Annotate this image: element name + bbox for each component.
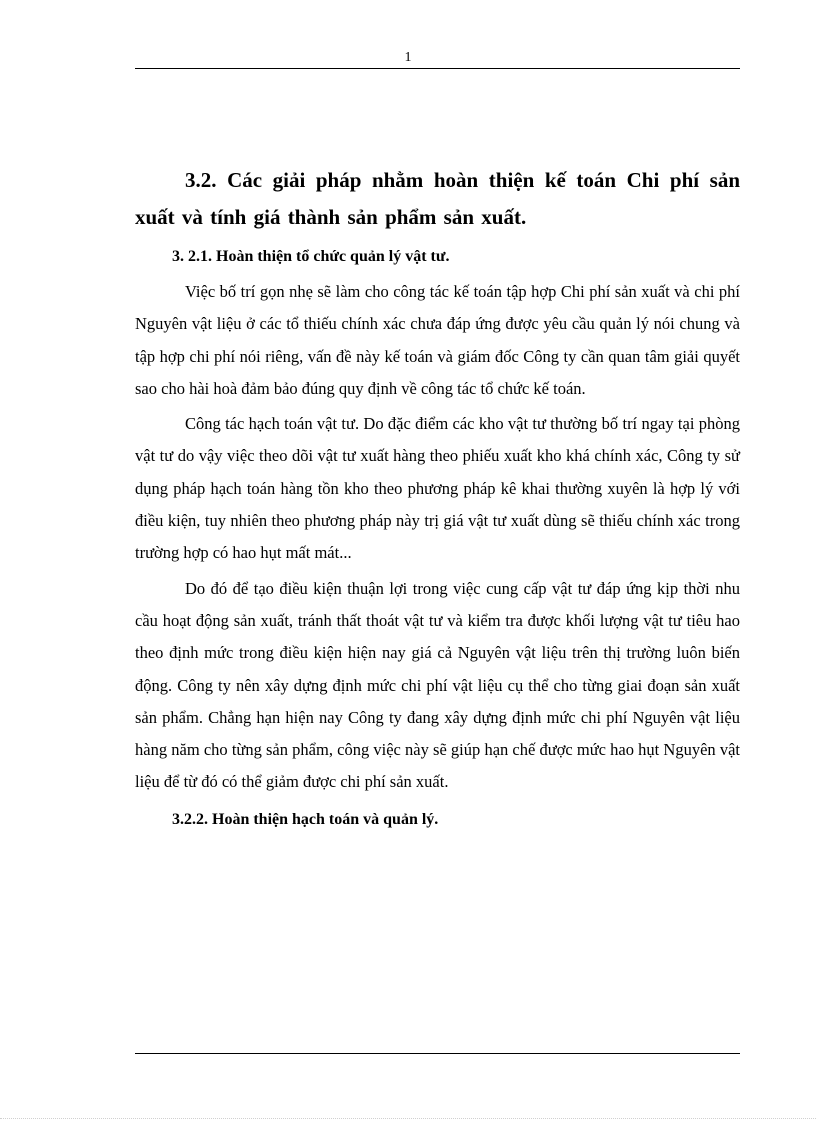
document-body — [135, 162, 740, 835]
header-divider — [135, 68, 740, 69]
paragraph: Do đó để tạo điều kiện thuận lợi trong việc cung cấp vật tư đáp ứng kịp thời nhu cầu hoạt động sản xuất, tránh thất thoát vật tư và kiểm tra được khối lượng vật tư tiêu hao theo định mức trong điều kiện hiện nay giá cả Nguyên vật liệu trên thị trường luôn biến động. Công ty nên xây dựng định mức chi phí vật liệu cụ thể cho từng giai đoạn sản xuất sản phẩm. Chẳng hạn hiện nay Công ty đang xây dựng định mức chi phí Nguyên vật liệu hàng năm cho từng sản phẩm, công việc này sẽ giúp hạn chế được mức hao hụt Nguyên vật liệu để từ đó có thể giảm được chi phí sản xuất. — [135, 578, 740, 792]
footer-divider — [135, 1053, 740, 1054]
subsection-title-3-2-2: 3.2.2. Hoàn thiện hạch toán và quản lý. — [172, 810, 439, 828]
page-number: 1 — [404, 50, 412, 65]
subsection-title-3-2-1: 3. 2.1. Hoàn thiện tổ chức quản lý vật tư. — [172, 248, 450, 265]
paragraph: Công tác hạch toán vật tư. Do đặc điểm các kho vật tư thường bố trí ngay tại phòng vật tư do vậy việc theo dõi vật tư xuất hàng theo phiếu xuất kho khá chính xác, Công ty sử dụng pháp hạch toán hàng tồn kho theo phương pháp kê khai thường xuyên là hợp lý với điều kiện, tuy nhiên theo phương pháp này trị giá vật tư xuất dùng sẽ thiếu chính xác trong trường hợp có hao hụt mất mát... — [135, 414, 740, 563]
section-title: 3.2. Các giải pháp nhằm hoàn thiện kế toán Chi phí sản xuất và tính giá thành sản phẩm sản xuất. — [135, 168, 740, 229]
paragraph: Việc bố trí gọn nhẹ sẽ làm cho công tác kế toán tập hợp Chi phí sản xuất và chi phí Nguyên vật liệu ở các tổ thiếu chính xác chưa đáp ứng được yêu cầu quản lý nói chung và tập hợp chi phí nói riêng, vấn đề này kế toán và giám đốc Công ty cần quan tâm giải quyết sao cho hài hoà đảm bảo đúng quy định về công tác tổ chức kế toán. — [135, 282, 740, 398]
page-bottom-edge — [0, 1118, 816, 1119]
